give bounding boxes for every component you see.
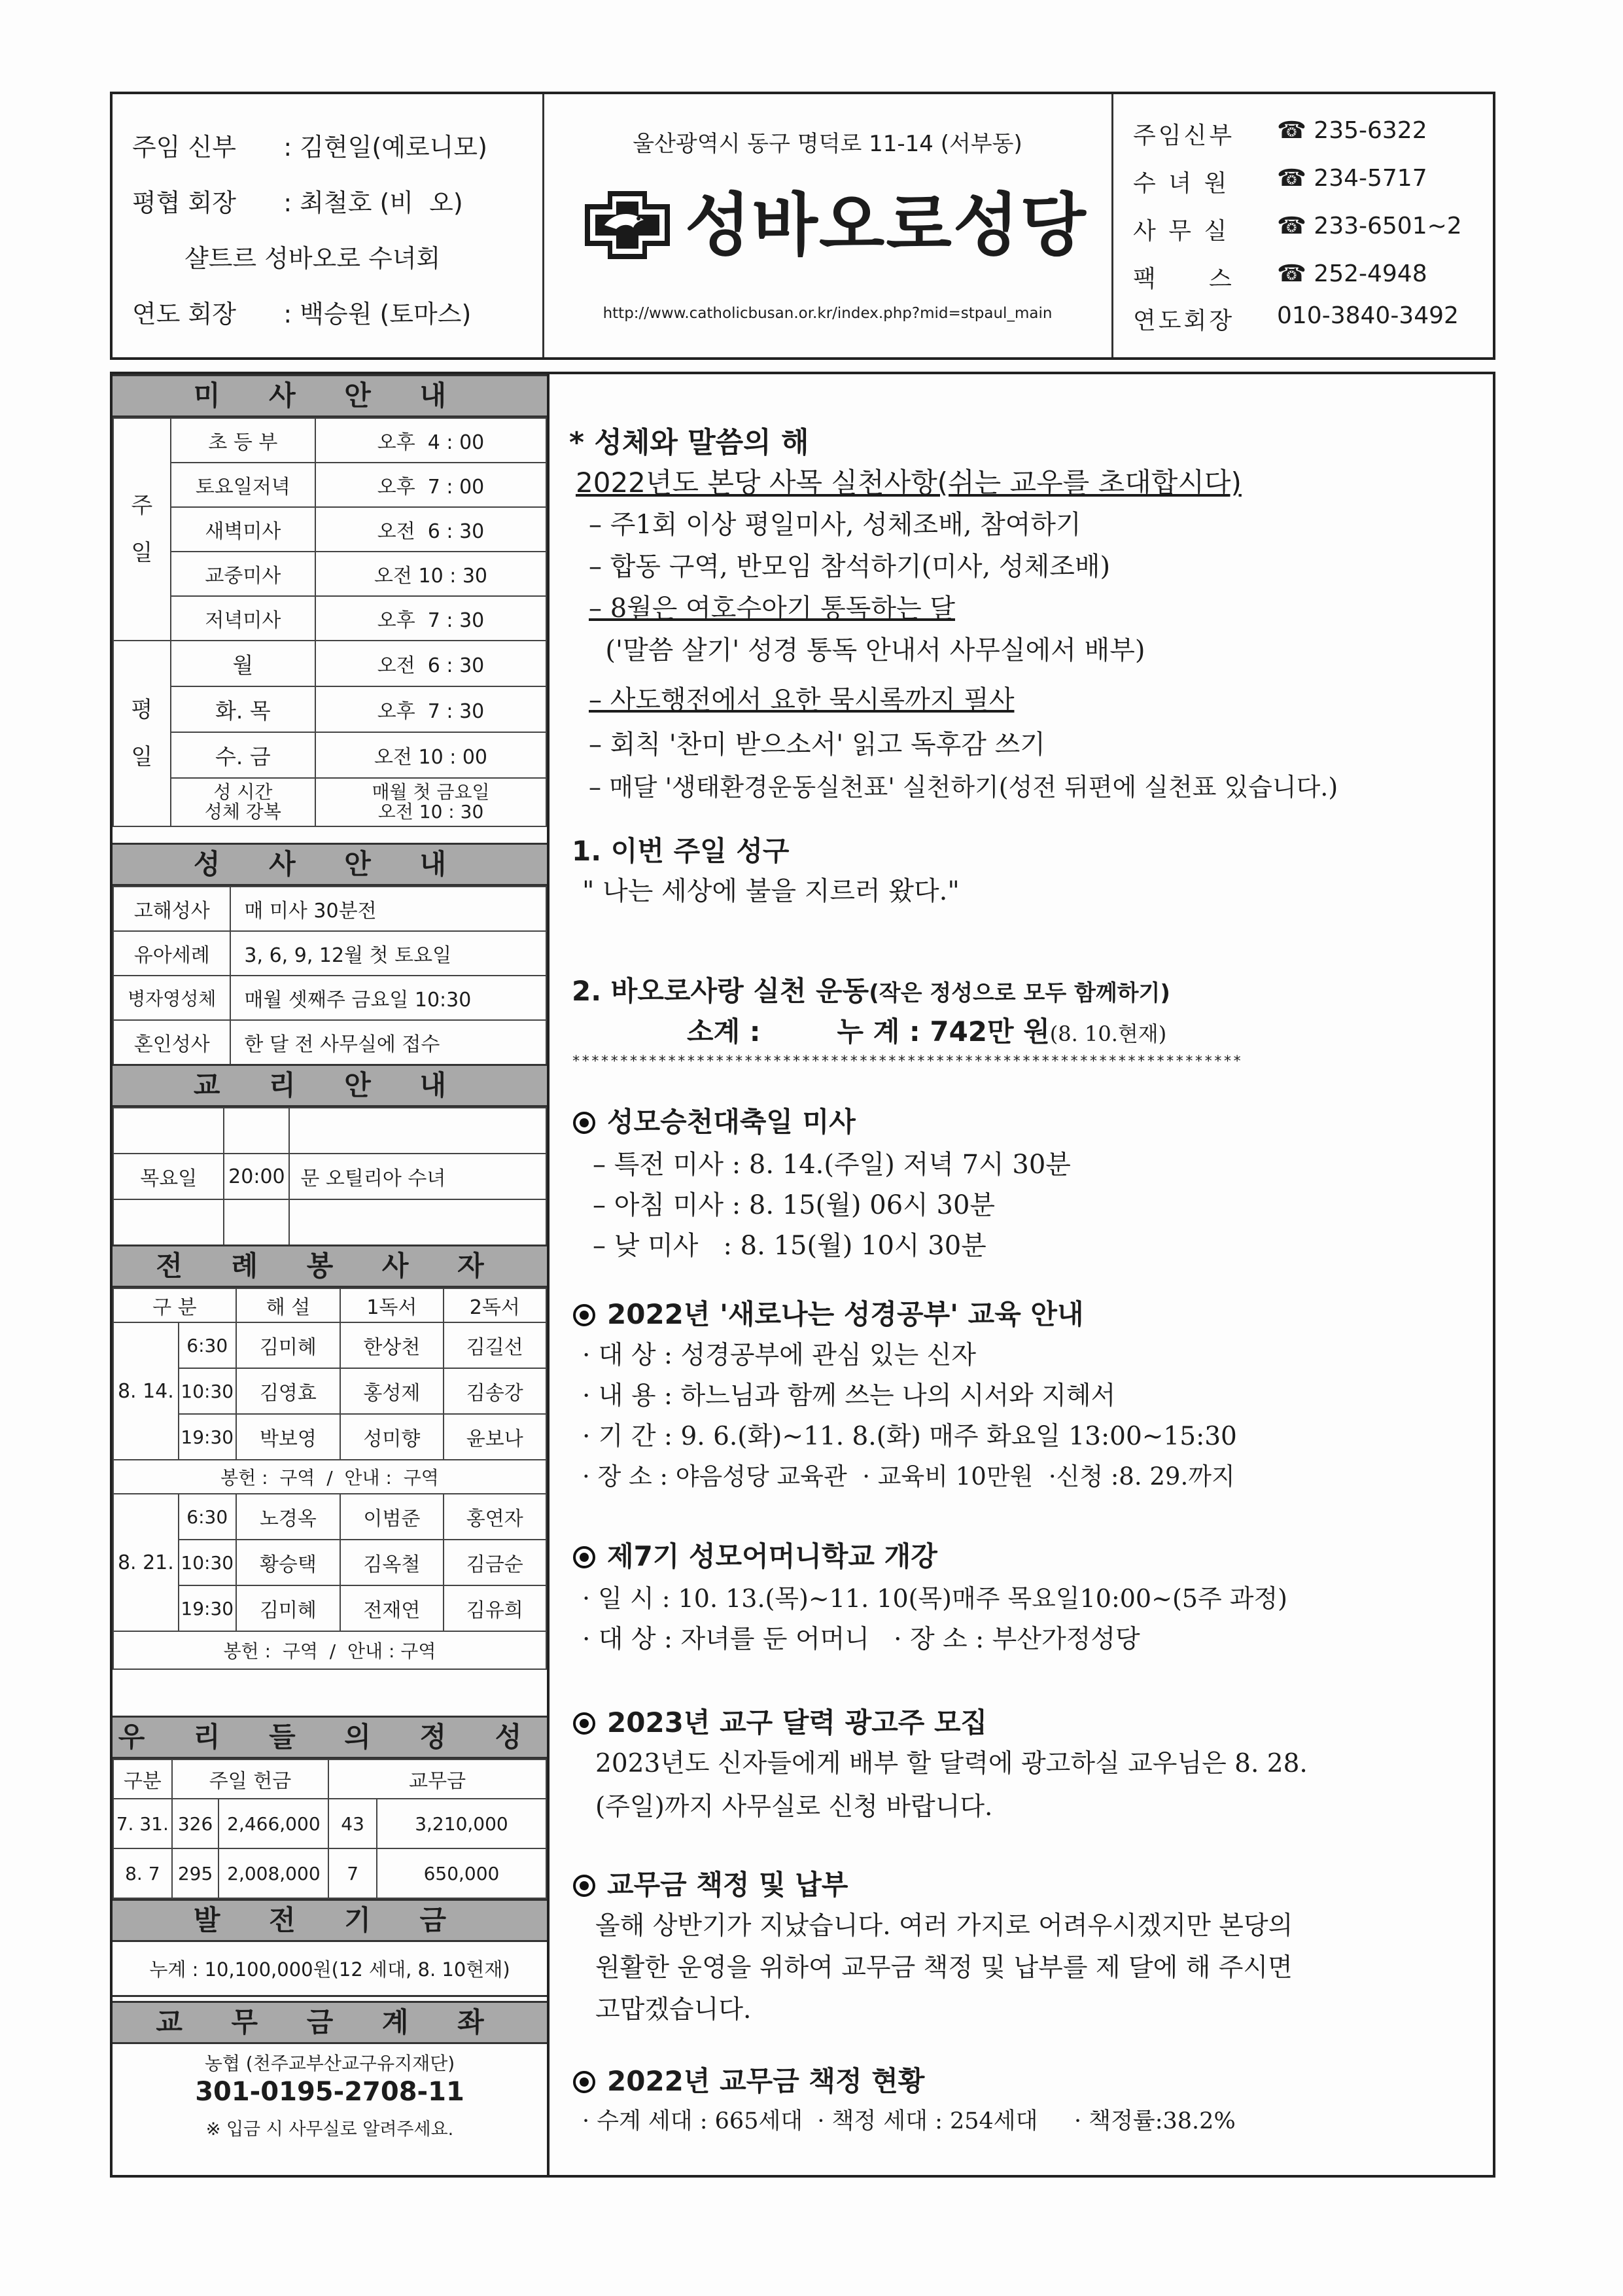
section-line: · 대 상 : 자녀를 둔 어머니 · 장 소 : 부산가정성당	[582, 1625, 1140, 1654]
offering-date: 8. 7	[113, 1848, 172, 1898]
section-line: · 일 시 : 10. 13.(목)~11. 10(목)매주 목요일10:00~(5주 과정)	[582, 1584, 1287, 1613]
doctrine-table	[113, 1107, 547, 1246]
dues-count: 43	[328, 1799, 377, 1848]
sisters-row: 샬트르 성바오로 수녀회	[184, 244, 441, 273]
offering-guide-note: 봉헌 : 구역 / 안내 : 구역	[113, 1631, 546, 1669]
mass-time: 6:30	[179, 1494, 236, 1540]
fund-total: 누계 : 10,100,000원(12 세대, 8. 10현재)	[113, 1942, 547, 1997]
clergy-info	[113, 94, 544, 357]
church-logo-icon	[578, 186, 676, 264]
col-header: 구분	[113, 1759, 172, 1799]
col-header: 2독서	[444, 1288, 546, 1322]
offering-date: 7. 31.	[113, 1799, 172, 1848]
servers-section-title: 전 례 봉 사 자	[113, 1245, 547, 1288]
section-line: 올해 상반기가 지났습니다. 여러 가지로 어려우시겠지만 본당의	[595, 1911, 1293, 1941]
mass-time: 19:30	[179, 1585, 236, 1631]
year-theme-title: * 성체와 말씀의 해	[569, 426, 809, 459]
sacrament-info: 한 달 전 사무실에 접수	[230, 1020, 546, 1065]
reader-2: 김금순	[444, 1540, 546, 1585]
fund-section-title: 발 전 기 금	[113, 1899, 547, 1942]
practice-item: – 회칙 '찬미 받으소서' 읽고 독후감 쓰기	[589, 730, 1045, 760]
target-bullet-icon	[573, 1112, 595, 1134]
section-line: · 기 간 : 9. 6.(화)~11. 8.(화) 매주 화요일 13:00~15:30	[582, 1422, 1237, 1451]
col-header: 1독서	[340, 1288, 443, 1322]
sacraments-section-title: 성 사 안 내	[113, 843, 547, 886]
mass-name: 성 시간 성체 강복	[171, 778, 315, 826]
weekday-label: 평 일	[113, 641, 171, 826]
mass-schedule-table	[113, 417, 547, 827]
target-bullet-icon	[573, 2071, 595, 2093]
section-title: 교무금 책정 및 납부	[573, 1863, 848, 1903]
section-line: · 내 용 : 하느님과 함께 쓰는 나의 시서와 지혜서	[582, 1381, 1116, 1411]
reader-1: 홍성제	[340, 1368, 443, 1414]
mass-time: 오후 4 : 00	[315, 418, 546, 463]
contact-row: 사 무 실 ☎ 233-6501~2	[1133, 213, 1462, 245]
mass-time: 10:30	[179, 1540, 236, 1585]
movement-total: 소계 : 누 계 : 742만 원(8. 10.현재)	[687, 1016, 1167, 1048]
section-line: (주일)까지 사무실로 신청 바랍니다.	[595, 1792, 993, 1822]
mass-name: 토요일저녁	[171, 463, 315, 507]
section-title: 2022년 교무금 책정 현황	[573, 2060, 924, 2099]
account-number: 301-0195-2708-11	[195, 2077, 464, 2107]
mass-section-title: 미 사 안 내	[113, 374, 547, 417]
sunday-amount: 2,466,000	[218, 1799, 328, 1848]
account-section-title: 교 무 금 계 좌	[113, 2001, 547, 2044]
account-note: ※ 입금 시 사무실로 알려주세요.	[205, 2119, 454, 2140]
offering-guide-note: 봉헌 : 구역 / 안내 : 구역	[113, 1460, 546, 1494]
practice-item: – 8월은 여호수아기 통독하는 달	[589, 593, 955, 624]
reader-1: 성미향	[340, 1414, 443, 1460]
pastor-row: 주임 신부 : 김현일(예로니모)	[132, 133, 487, 162]
commentator: 노경옥	[236, 1494, 340, 1540]
phone-icon: ☎	[1277, 213, 1306, 239]
practice-title: 2022년도 본당 사목 실천사항(쉬는 교우를 초대합시다)	[576, 467, 1242, 499]
offerings-section-title: 우 리 들 의 정 성	[113, 1716, 547, 1759]
dues-amount: 650,000	[377, 1848, 546, 1898]
servers-table	[113, 1288, 547, 1670]
mass-time: 매월 첫 금요일 오전 10 : 30	[315, 778, 546, 826]
target-bullet-icon	[573, 1712, 595, 1735]
church-name: 성바오로성당	[685, 185, 1087, 265]
commentator: 김미혜	[236, 1585, 340, 1631]
sacrament-name: 병자영성체	[113, 976, 230, 1020]
sunday-count: 295	[172, 1848, 219, 1898]
mass-name: 새벽미사	[171, 507, 315, 552]
account-bank: 농협 (천주교부산교구유지재단)	[204, 2053, 455, 2074]
contact-row: 수 녀 원 ☎ 234-5717	[1133, 165, 1427, 197]
mass-name: 교중미사	[171, 552, 315, 596]
section-line: – 특전 미사 : 8. 14.(주일) 저녁 7시 30분	[593, 1150, 1071, 1180]
practice-item: ('말씀 살기' 성경 통독 안내서 사무실에서 배부)	[589, 635, 1145, 665]
mass-name: 월	[171, 641, 315, 686]
verse-title: 1. 이번 주일 성구	[572, 835, 790, 867]
reader-2: 홍연자	[444, 1494, 546, 1540]
doctrine-section-title: 교 리 안 내	[113, 1064, 547, 1107]
sacrament-info: 매월 셋째주 금요일 10:30	[230, 976, 546, 1020]
church-title-block	[544, 94, 1113, 357]
target-bullet-icon	[573, 1875, 595, 1897]
mass-time: 오후 7 : 00	[315, 463, 546, 507]
service-date: 8. 21.	[113, 1494, 179, 1631]
mass-time: 6:30	[179, 1322, 236, 1368]
sacrament-name: 유아세례	[113, 931, 230, 976]
service-date: 8. 14.	[113, 1322, 179, 1460]
mass-name: 저녁미사	[171, 596, 315, 641]
mass-name: 수. 금	[171, 732, 315, 778]
dues-amount: 3,210,000	[377, 1799, 546, 1848]
section-title: 2022년 '새로나는 성경공부' 교육 안내	[573, 1293, 1084, 1332]
phone-icon: ☎	[1277, 165, 1306, 192]
section-line: · 장 소 : 야음성당 교육관 · 교육비 10만원 ·신청 :8. 29.까지	[582, 1462, 1235, 1491]
reader-1: 한상천	[340, 1322, 443, 1368]
reader-1: 김옥철	[340, 1540, 443, 1585]
funeral-row: 연도 회장 : 백승원 (토마스)	[132, 300, 472, 328]
offerings-table	[113, 1759, 547, 1899]
sunday-count: 326	[172, 1799, 219, 1848]
bulletin-header	[110, 92, 1495, 360]
reader-1: 전재연	[340, 1585, 443, 1631]
sidebar	[113, 374, 550, 2175]
reader-2: 윤보나	[444, 1414, 546, 1460]
sunday-label: 주 일	[113, 418, 171, 641]
target-bullet-icon	[573, 1546, 595, 1568]
mass-name: 화. 목	[171, 686, 315, 732]
commentator: 황승택	[236, 1540, 340, 1585]
church-website-link[interactable]: http://www.catholicbusan.or.kr/index.php?mid=stpaul_main	[602, 305, 1053, 322]
mass-time: 10:30	[179, 1368, 236, 1414]
commentator: 김미혜	[236, 1322, 340, 1368]
reader-2: 김송강	[444, 1368, 546, 1414]
section-title: 2023년 교구 달력 광고주 모집	[573, 1701, 987, 1740]
practice-item: – 주1회 이상 평일미사, 성체조배, 참여하기	[589, 510, 1081, 540]
church-address: 울산광역시 동구 명덕로 11-14 (서부동)	[633, 131, 1022, 157]
section-line: – 아침 미사 : 8. 15(월) 06시 30분	[593, 1190, 996, 1220]
sacrament-info: 매 미사 30분전	[230, 887, 546, 931]
mass-time: 오전 10 : 30	[315, 552, 546, 596]
verse-text: " 나는 세상에 불을 지르러 왔다."	[582, 876, 960, 906]
class-day: 목요일	[113, 1154, 224, 1199]
col-header: 해 설	[236, 1288, 340, 1322]
commentator: 김영효	[236, 1368, 340, 1414]
practice-item: – 매달 '생태환경운동실천표' 실천하기(성전 뒤편에 실천표 있습니다.)	[589, 773, 1338, 802]
section-line: · 수계 세대 : 665세대 · 책정 세대 : 254세대 · 책정률:38.2%	[582, 2108, 1236, 2134]
section-line: 2023년도 신자들에게 배부 할 달력에 광고하실 교우님은 8. 28.	[595, 1749, 1308, 1778]
practice-item: – 사도행전에서 요한 묵시록까지 필사	[589, 685, 1015, 715]
section-line: – 낮 미사 : 8. 15(월) 10시 30분	[593, 1231, 986, 1261]
mass-time: 오후 7 : 30	[315, 596, 546, 641]
sacrament-name: 고해성사	[113, 887, 230, 931]
divider: **********************************************************************	[572, 1053, 1243, 1070]
sacrament-name: 혼인성사	[113, 1020, 230, 1065]
class-time: 20:00	[224, 1154, 289, 1199]
contact-row: 주임신부 ☎ 235-6322	[1133, 117, 1427, 149]
reader-2: 김유희	[444, 1585, 546, 1631]
col-header: 교무금	[328, 1759, 546, 1799]
mass-time: 오후 7 : 30	[315, 686, 546, 732]
movement-title: 2. 바오로사랑 실천 운동(작은 정성으로 모두 함께하기)	[572, 975, 1170, 1007]
dues-count: 7	[328, 1848, 377, 1898]
reader-1: 이범준	[340, 1494, 443, 1540]
contact-row: 팩 스 ☎ 252-4948	[1133, 260, 1427, 292]
section-title: 성모승천대축일 미사	[573, 1101, 856, 1140]
section-line: 원활한 운영을 위하여 교무금 책정 및 납부를 제 달에 해 주시면	[595, 1953, 1293, 1983]
phone-icon: ☎	[1277, 260, 1306, 287]
mass-time: 오전 10 : 00	[315, 732, 546, 778]
sacrament-info: 3, 6, 9, 12월 첫 토요일	[230, 931, 546, 976]
contact-row: 연도회장 010-3840-3492	[1133, 302, 1459, 334]
target-bullet-icon	[573, 1304, 595, 1326]
mass-time: 오전 6 : 30	[315, 507, 546, 552]
contact-list	[1113, 94, 1495, 357]
section-line: 고맙겠습니다.	[595, 1995, 752, 2024]
section-line: · 대 상 : 성경공부에 관심 있는 신자	[582, 1341, 977, 1370]
practice-item: – 합동 구역, 반모임 참석하기(미사, 성체조배)	[589, 552, 1111, 582]
mass-time: 오전 6 : 30	[315, 641, 546, 686]
commentator: 박보영	[236, 1414, 340, 1460]
class-teacher: 문 오틸리아 수녀	[289, 1154, 546, 1199]
mass-name: 초 등 부	[171, 418, 315, 463]
sacraments-table	[113, 886, 547, 1065]
phone-icon: ☎	[1277, 117, 1306, 144]
council-row: 평협 회장 : 최철호 (비 오)	[132, 188, 463, 217]
col-header: 주일 헌금	[172, 1759, 329, 1799]
sunday-amount: 2,008,000	[218, 1848, 328, 1898]
col-header: 구 분	[113, 1288, 236, 1322]
mass-time: 19:30	[179, 1414, 236, 1460]
reader-2: 김길선	[444, 1322, 546, 1368]
section-title: 제7기 성모어머니학교 개강	[573, 1535, 937, 1574]
